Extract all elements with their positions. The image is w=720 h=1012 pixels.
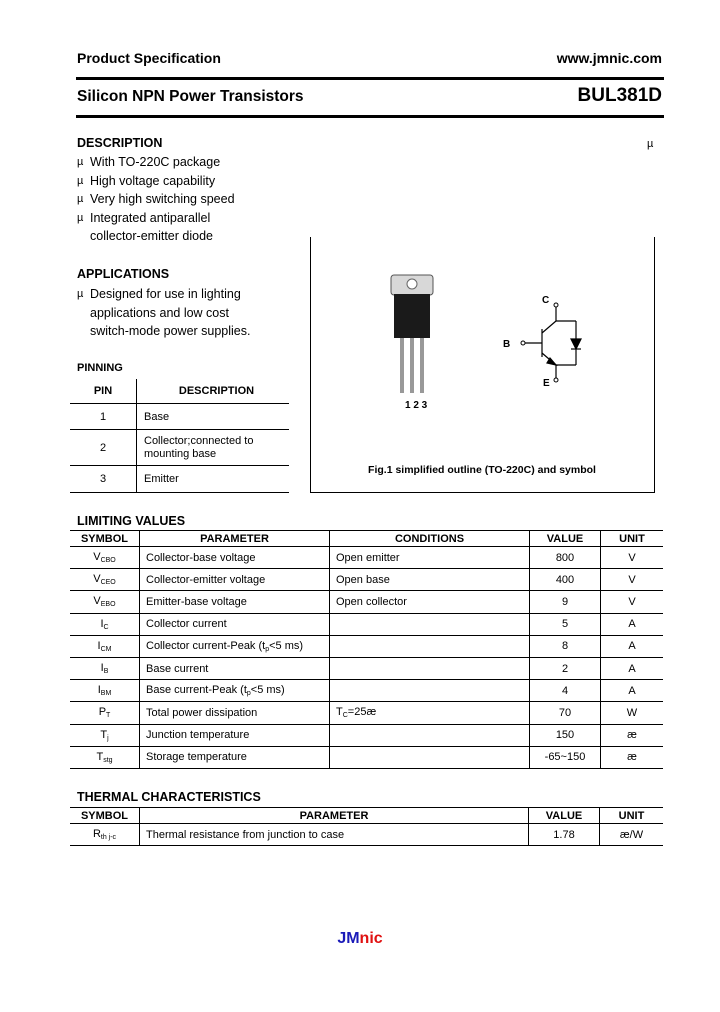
- limiting-title: LIMITING VALUES: [77, 514, 186, 528]
- table-row: 2 Collector;connected to mounting base: [70, 430, 289, 466]
- description-item: µ With TO-220C package: [77, 153, 235, 172]
- brand-logo: JMnic: [337, 930, 383, 947]
- description-title: DESCRIPTION: [77, 136, 163, 150]
- pin-header: PIN: [70, 379, 137, 404]
- application-item: applications and low cost: [90, 305, 229, 320]
- part-number: BUL381D: [577, 85, 662, 106]
- collector-label: C: [542, 295, 550, 306]
- application-item: µ Designed for use in lighting: [77, 285, 251, 304]
- description-list: [77, 153, 235, 246]
- bullet-icon: µ: [77, 174, 84, 187]
- table-row: $I_{CM}$ Collector current-Peak ($t_p<5$ ms) 8 A: [70, 635, 663, 657]
- thermal-table: SYMBOL PARAMETER VALUE UNIT $R_{th j-c}$ Thermal resistance from junction to case 1.78 æ/W: [70, 807, 663, 846]
- table-row: $I_B$ Base current 2 A: [70, 657, 663, 679]
- header-rule-bottom: [76, 115, 664, 118]
- applications-title: APPLICATIONS: [77, 267, 170, 281]
- npn-transistor-symbol-icon: [524, 305, 581, 380]
- table-row: $T_{stg}$ Storage temperature -65~150 æ: [70, 746, 663, 768]
- bullet-icon: µ: [77, 193, 84, 206]
- header-rule-top: [76, 77, 664, 80]
- description-item: µ High voltage capability: [77, 172, 235, 191]
- emitter-label: E: [543, 378, 550, 389]
- description-item-continued: collector-emitter diode: [90, 229, 213, 244]
- application-item: switch-mode power supplies.: [90, 324, 251, 339]
- product-family: Silicon NPN Power Transistors: [77, 88, 304, 105]
- base-label: B: [503, 339, 511, 350]
- bullet-icon: µ: [77, 211, 84, 224]
- table-row: $I_C$ Collector current 5 A: [70, 613, 663, 635]
- description-item: µ Integrated antiparallel: [77, 209, 235, 228]
- bullet-icon: µ: [77, 288, 84, 300]
- description-item: µ Very high switching speed: [77, 190, 235, 209]
- limiting-values-table: SYMBOL PARAMETER CONDITIONS VALUE UNIT $V_{CBO}$ Collector-base voltage Open emitter 800 V $V_{CEO}$ Collector-emitter voltage Open base 400 V $V_{EBO}$ Emitter-base voltage Open collector 9 V $I_C$ Collector current 5 A $I_{CM}$ Collector current-Peak ($t_p<5$ ms) 8 A $I_B$ Base current 2 A $I_{BM}$ Base current-Peak ($t_p<5$ ms) 4 A $P_T$ Total power dissipation $T_C=25æ$ 70 W $T_j$ Junction temperature 150 æ $T_{stg}$ Storage temperature -65~150 æ: [70, 530, 663, 769]
- pin-description-header: DESCRIPTION: [137, 379, 290, 404]
- applications-list: [77, 285, 251, 341]
- table-row: $I_{BM}$ Base current-Peak ($t_p<5$ ms) 4 A: [70, 680, 663, 702]
- table-row: $P_T$ Total power dissipation $T_C=25æ$ 70 W: [70, 702, 663, 724]
- table-row: $T_j$ Junction temperature 150 æ: [70, 724, 663, 746]
- table-row: $R_{th j-c}$ Thermal resistance from junction to case 1.78 æ/W: [70, 824, 663, 846]
- pinning-table: [70, 379, 289, 493]
- to220-figure: [310, 237, 655, 493]
- bullet-icon: µ: [77, 156, 84, 168]
- table-row: $V_{CBO}$ Collector-base voltage Open emitter 800 V: [70, 547, 663, 569]
- table-row: $V_{EBO}$ Emitter-base voltage Open collector 9 V: [70, 591, 663, 613]
- pinning-title: PINNING: [77, 362, 123, 374]
- to220-package-icon: [391, 275, 433, 393]
- spec-label: Product Specification: [77, 50, 221, 66]
- thermal-title: THERMAL CHARACTERISTICS: [77, 790, 261, 804]
- website-link[interactable]: www.jmnic.com: [556, 50, 662, 66]
- figure-caption: Fig.1 simplified outline (TO-220C) and symbol: [368, 464, 596, 476]
- table-row: 1 Base: [70, 404, 289, 430]
- stray-bullet-glyph: µ: [647, 138, 654, 150]
- pin-numbers: 1 2 3: [405, 400, 428, 411]
- table-row: $V_{CEO}$ Collector-emitter voltage Open base 400 V: [70, 569, 663, 591]
- table-row: 3 Emitter: [70, 466, 289, 493]
